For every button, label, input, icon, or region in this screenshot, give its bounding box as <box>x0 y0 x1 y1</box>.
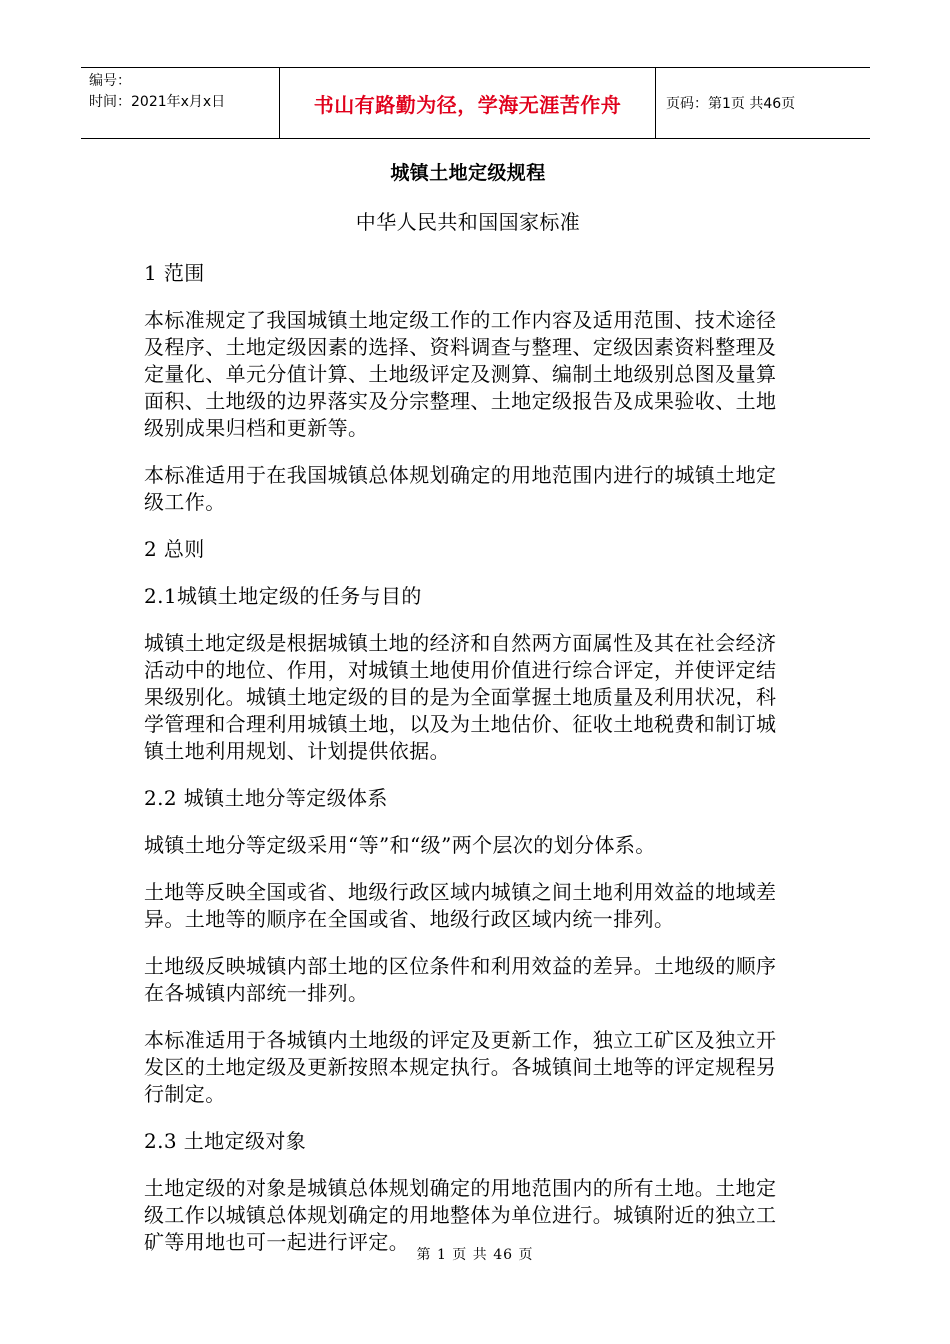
footer-page-number: 第 1 页 共 46 页 <box>416 1247 534 1263</box>
paragraph: 本标准规定了我国城镇土地定级工作的工作内容及适用范围、技术途径及程序、土地定级因素的选择、资料调查与整理、定级因素资料整理及定量化、单元分值计算、土地级评定及测算、编制土地级别总图及量算面积、土地级的边界落实及分宗整理、土地定级报告及成果验收、土地级别成果归档和更新等。 <box>144 308 777 440</box>
document-subtitle: 中华人民共和国国家标准 <box>355 210 581 234</box>
document-body <box>144 152 792 1276</box>
paragraph: 城镇土地分等定级采用“等”和“级”两个层次的划分体系。 <box>144 833 656 857</box>
subsection-heading: 2.1城镇土地定级的任务与目的 <box>144 584 422 608</box>
document-title: 城镇土地定级规程 <box>390 162 546 184</box>
paragraph: 土地定级的对象是城镇总体规划确定的用地范围内的所有土地。土地定级工作以城镇总体规划确定的用地整体为单位进行。城镇附近的独立工矿等用地也可一起进行评定。 <box>144 1176 777 1254</box>
section-heading: 1 范围 <box>144 261 205 285</box>
number-label: 编号： <box>89 73 131 89</box>
paragraph: 本标准适用于在我国城镇总体规划确定的用地范围内进行的城镇土地定级工作。 <box>144 463 777 514</box>
page-footer <box>0 1244 950 1264</box>
section-heading: 2 总则 <box>144 537 205 561</box>
time-label: 时间：2021年x月x日 <box>89 94 226 110</box>
paragraph: 城镇土地定级是根据城镇土地的经济和自然两方面属性及其在社会经济活动中的地位、作用，对城镇土地使用价值进行综合评定，并使评定结果级别化。城镇土地定级的目的是为全面掌握土地质量及利用状况，科学管理和合理利用城镇土地，以及为土地估价、征收土地税费和制订城镇土地利用规划、计划提供依据。 <box>144 631 777 763</box>
motto-cell <box>279 68 656 138</box>
paragraph: 土地等反映全国或省、地级行政区域内城镇之间土地利用效益的地域差异。土地等的顺序在全国或省、地级行政区域内统一排列。 <box>144 880 777 931</box>
motto-text: 书山有路勤为径，学海无涯苦作舟 <box>313 92 622 117</box>
page-info-text: 页码：第1页 共46页 <box>666 96 796 112</box>
paragraph: 土地级反映城镇内部土地的区位条件和利用效益的差异。土地级的顺序在各城镇内部统一排列。 <box>144 954 777 1005</box>
header-info-cell <box>81 68 279 138</box>
paragraph: 本标准适用于各城镇内土地级的评定及更新工作，独立工矿区及独立开发区的土地定级及更新按照本规定执行。各城镇间土地等的评定规程另行制定。 <box>144 1028 777 1106</box>
page-info-cell <box>656 68 870 138</box>
page-header <box>81 67 870 139</box>
subsection-heading: 2.2 城镇土地分等定级体系 <box>144 786 388 810</box>
subsection-heading: 2.3 土地定级对象 <box>144 1129 307 1153</box>
